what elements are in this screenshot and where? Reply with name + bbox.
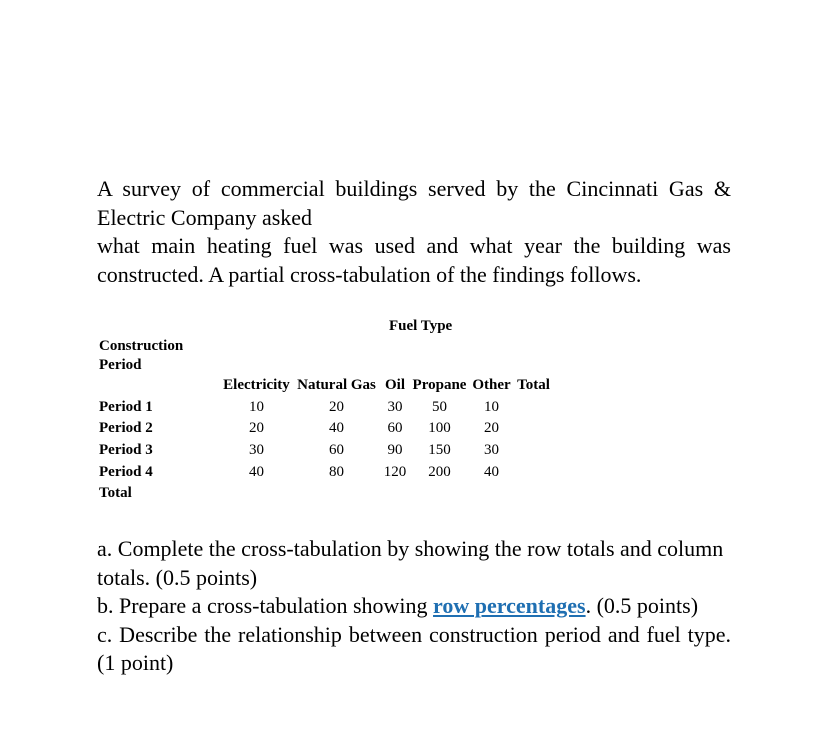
table-cell: 20 bbox=[484, 420, 499, 437]
col-header-other: Other bbox=[472, 377, 511, 394]
table-cell: 60 bbox=[387, 420, 403, 437]
col-header-electricity: Electricity bbox=[223, 377, 290, 394]
question-b bbox=[97, 592, 731, 621]
table-cell bbox=[514, 440, 553, 462]
table-cell: 10 bbox=[249, 398, 264, 415]
row-label: Period 3 bbox=[99, 442, 153, 459]
table-row bbox=[97, 397, 553, 419]
table-cell bbox=[514, 461, 553, 483]
table-cell: 30 bbox=[484, 442, 499, 459]
intro-line-2: what main heating fuel was used and what year the building was constructed. A partial cross-tabulation of the findings follows. bbox=[97, 233, 731, 287]
crosstab-table bbox=[97, 375, 553, 505]
table-cell bbox=[410, 483, 469, 505]
table-cell: 200 bbox=[428, 463, 451, 480]
col-header-total: Total bbox=[517, 377, 550, 394]
col-header-oil: Oil bbox=[384, 377, 405, 394]
table-cell: 40 bbox=[484, 463, 499, 480]
table-cell: 60 bbox=[329, 442, 344, 459]
table-cell bbox=[469, 483, 514, 505]
table-cell: 80 bbox=[329, 463, 344, 480]
table-cell: 150 bbox=[428, 442, 451, 459]
row-label: Period 2 bbox=[99, 420, 153, 437]
table-cell: 50 bbox=[432, 398, 447, 415]
question-b-suffix: . (0.5 points) bbox=[585, 593, 699, 618]
table-cell: 20 bbox=[329, 398, 344, 415]
table-cell: 90 bbox=[387, 442, 403, 459]
table-cell: 20 bbox=[249, 420, 264, 437]
questions bbox=[97, 535, 731, 678]
table-cell: 120 bbox=[383, 463, 407, 480]
intro-line-1: A survey of commercial buildings served by the Cincinnati Gas & Electric Company asked bbox=[97, 176, 731, 230]
table-row bbox=[97, 418, 553, 440]
table-cell bbox=[514, 397, 553, 419]
fuel-type-title: Fuel Type bbox=[389, 318, 453, 334]
table-cell: 40 bbox=[329, 420, 344, 437]
question-a: a. Complete the cross-tabulation by showing the row totals and column totals. (0.5 points) bbox=[97, 536, 724, 590]
table-cell: 100 bbox=[428, 420, 451, 437]
col-header-propane: Propane bbox=[412, 377, 467, 394]
table-cell: 30 bbox=[249, 442, 264, 459]
table-cell bbox=[514, 483, 553, 505]
table-cell bbox=[514, 418, 553, 440]
row-percentages-link[interactable]: row percentages bbox=[433, 593, 586, 618]
table-cell: 10 bbox=[484, 398, 499, 415]
row-label: Total bbox=[99, 485, 132, 502]
row-label: Period 1 bbox=[99, 398, 153, 415]
col-header-natural-gas: Natural Gas bbox=[297, 377, 376, 394]
table-row-total bbox=[97, 483, 553, 505]
table-cell: 30 bbox=[387, 398, 403, 415]
table-cell bbox=[380, 483, 410, 505]
table-cell bbox=[293, 483, 380, 505]
construction-period-heading: Construction Period bbox=[99, 338, 184, 373]
table-row bbox=[97, 440, 553, 462]
problem-intro bbox=[97, 175, 731, 289]
header-row bbox=[97, 375, 553, 397]
question-c: c. Describe the relationship between construction period and fuel type. (1 point) bbox=[97, 621, 731, 675]
table-cell: 40 bbox=[249, 463, 264, 480]
table-cell bbox=[220, 483, 293, 505]
row-label: Period 4 bbox=[99, 463, 153, 480]
question-b-prefix: b. Prepare a cross-tabulation showing bbox=[97, 593, 434, 618]
table-row bbox=[97, 461, 553, 483]
